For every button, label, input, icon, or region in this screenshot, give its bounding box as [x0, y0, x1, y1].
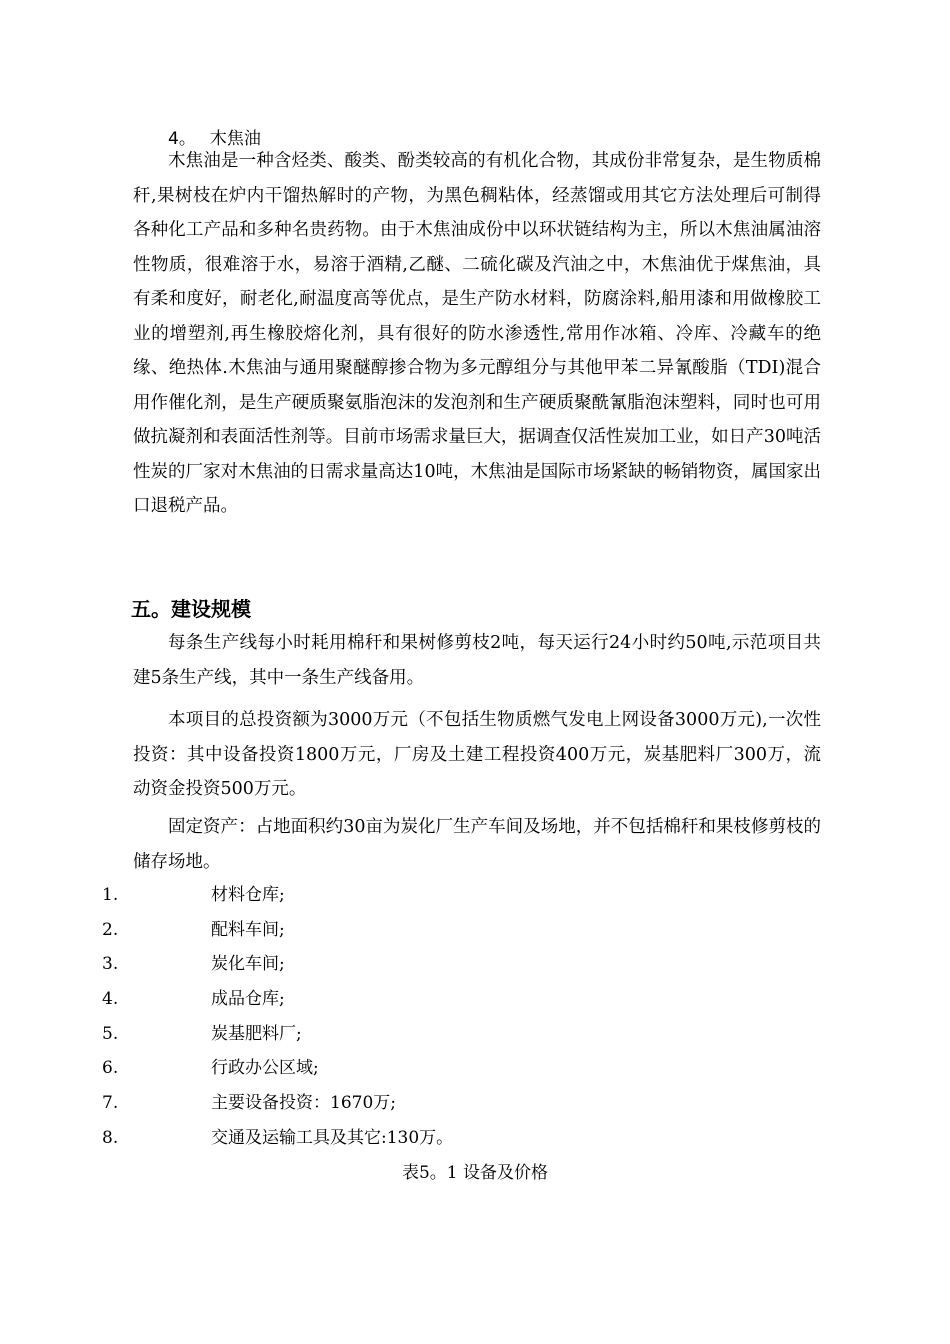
list-item-number: 7.: [102, 1093, 119, 1114]
wood-tar-paragraph: 木焦油是一种含烃类、酸类、酚类较高的有机化合物，其成份非常复杂，是生物质棉秆,果树枝在炉内干馏热解时的产物，为黑色稠粘体，经蒸馏或用其它方法处理后可制得各种化工产品和多种名贵药物。由于木焦油成份中以环状链结构为主，所以木焦油属油溶性物质，很难溶于水，易溶于酒精,乙醚、二硫化碳及汽油之中，木焦油优于煤焦油，具有柔和度好，耐老化,耐温度高等优点，是生产防水材料，防腐涂料,船用漆和用做橡胶工业的增塑剂,再生橡胶熔化剂，具有很好的防水渗透性,常用作冰箱、冷库、冷藏车的绝缘、绝热体.木焦油与通用聚醚醇掺合物为多元醇组分与其他甲苯二异氰酸脂（TDI)混合用作催化剂，是生产硬质聚氨脂泡沫的发泡剂和生产硬质聚酰氰脂泡沫塑料，同时也可用做抗凝剂和表面活性剂等。目前市场需求量巨大，据调查仅活性炭加工业，如日产30吨活性炭的厂家对木焦油的日需求量高达10吨，木焦油是国际市场紧缺的畅销物资，属国家出口退税产品。: [133, 151, 821, 516]
section-heading: 五。建设规模: [131, 597, 251, 621]
list-item-number: 2.: [102, 919, 119, 940]
list-item-number: 4.: [102, 989, 119, 1010]
list-item-number: 3.: [102, 954, 119, 975]
list-item-text: 交通及运输工具及其它:130万。: [211, 1127, 454, 1148]
list-item-text: 材料仓库;: [211, 885, 285, 905]
list-item-number: 5.: [102, 1023, 119, 1044]
list-item: [0, 1121, 950, 1156]
list-item-number: 1.: [102, 885, 119, 905]
list-item: [0, 878, 950, 913]
list-item-text: 配料车间;: [211, 919, 285, 940]
list-item-text: 主要设备投资：1670万;: [211, 1093, 396, 1114]
investment-paragraph: 本项目的总投资额为3000万元（不包括生物质燃气发电上网设备3000万元),一次性投资：其中设备投资1800万元，厂房及土建工程投资400万元，炭基肥料厂300万，流动资金投资500万元。: [133, 710, 821, 799]
list-item: [0, 1017, 950, 1052]
list-item-number: 6.: [102, 1058, 119, 1079]
subsection-number: 4。: [168, 129, 196, 149]
fixed-assets-paragraph: 固定资产：占地面积约30亩为炭化厂生产车间及场地，并不包括棉秆和果枝修剪枝的储存场地。: [133, 817, 821, 872]
production-line-paragraph: 每条生产线每小时耗用棉秆和果树修剪枝2吨，每天运行24小时约50吨,示范项目共建5条生产线，其中一条生产线备用。: [133, 633, 821, 688]
list-item-text: 成品仓库;: [211, 989, 285, 1010]
facility-list: [0, 878, 950, 1156]
list-item-text: 行政办公区域;: [211, 1058, 319, 1079]
list-item: [0, 1051, 950, 1086]
list-item-text: 炭化车间;: [211, 954, 285, 975]
subsection-title: 木焦油: [209, 129, 261, 149]
list-item: [0, 913, 950, 948]
list-item: [0, 947, 950, 982]
list-item-number: 8.: [102, 1127, 119, 1148]
list-item: [0, 1086, 950, 1121]
list-item: [0, 982, 950, 1017]
list-item-text: 炭基肥料厂;: [211, 1023, 302, 1044]
table-caption: 表5。1 设备及价格: [401, 1163, 549, 1183]
